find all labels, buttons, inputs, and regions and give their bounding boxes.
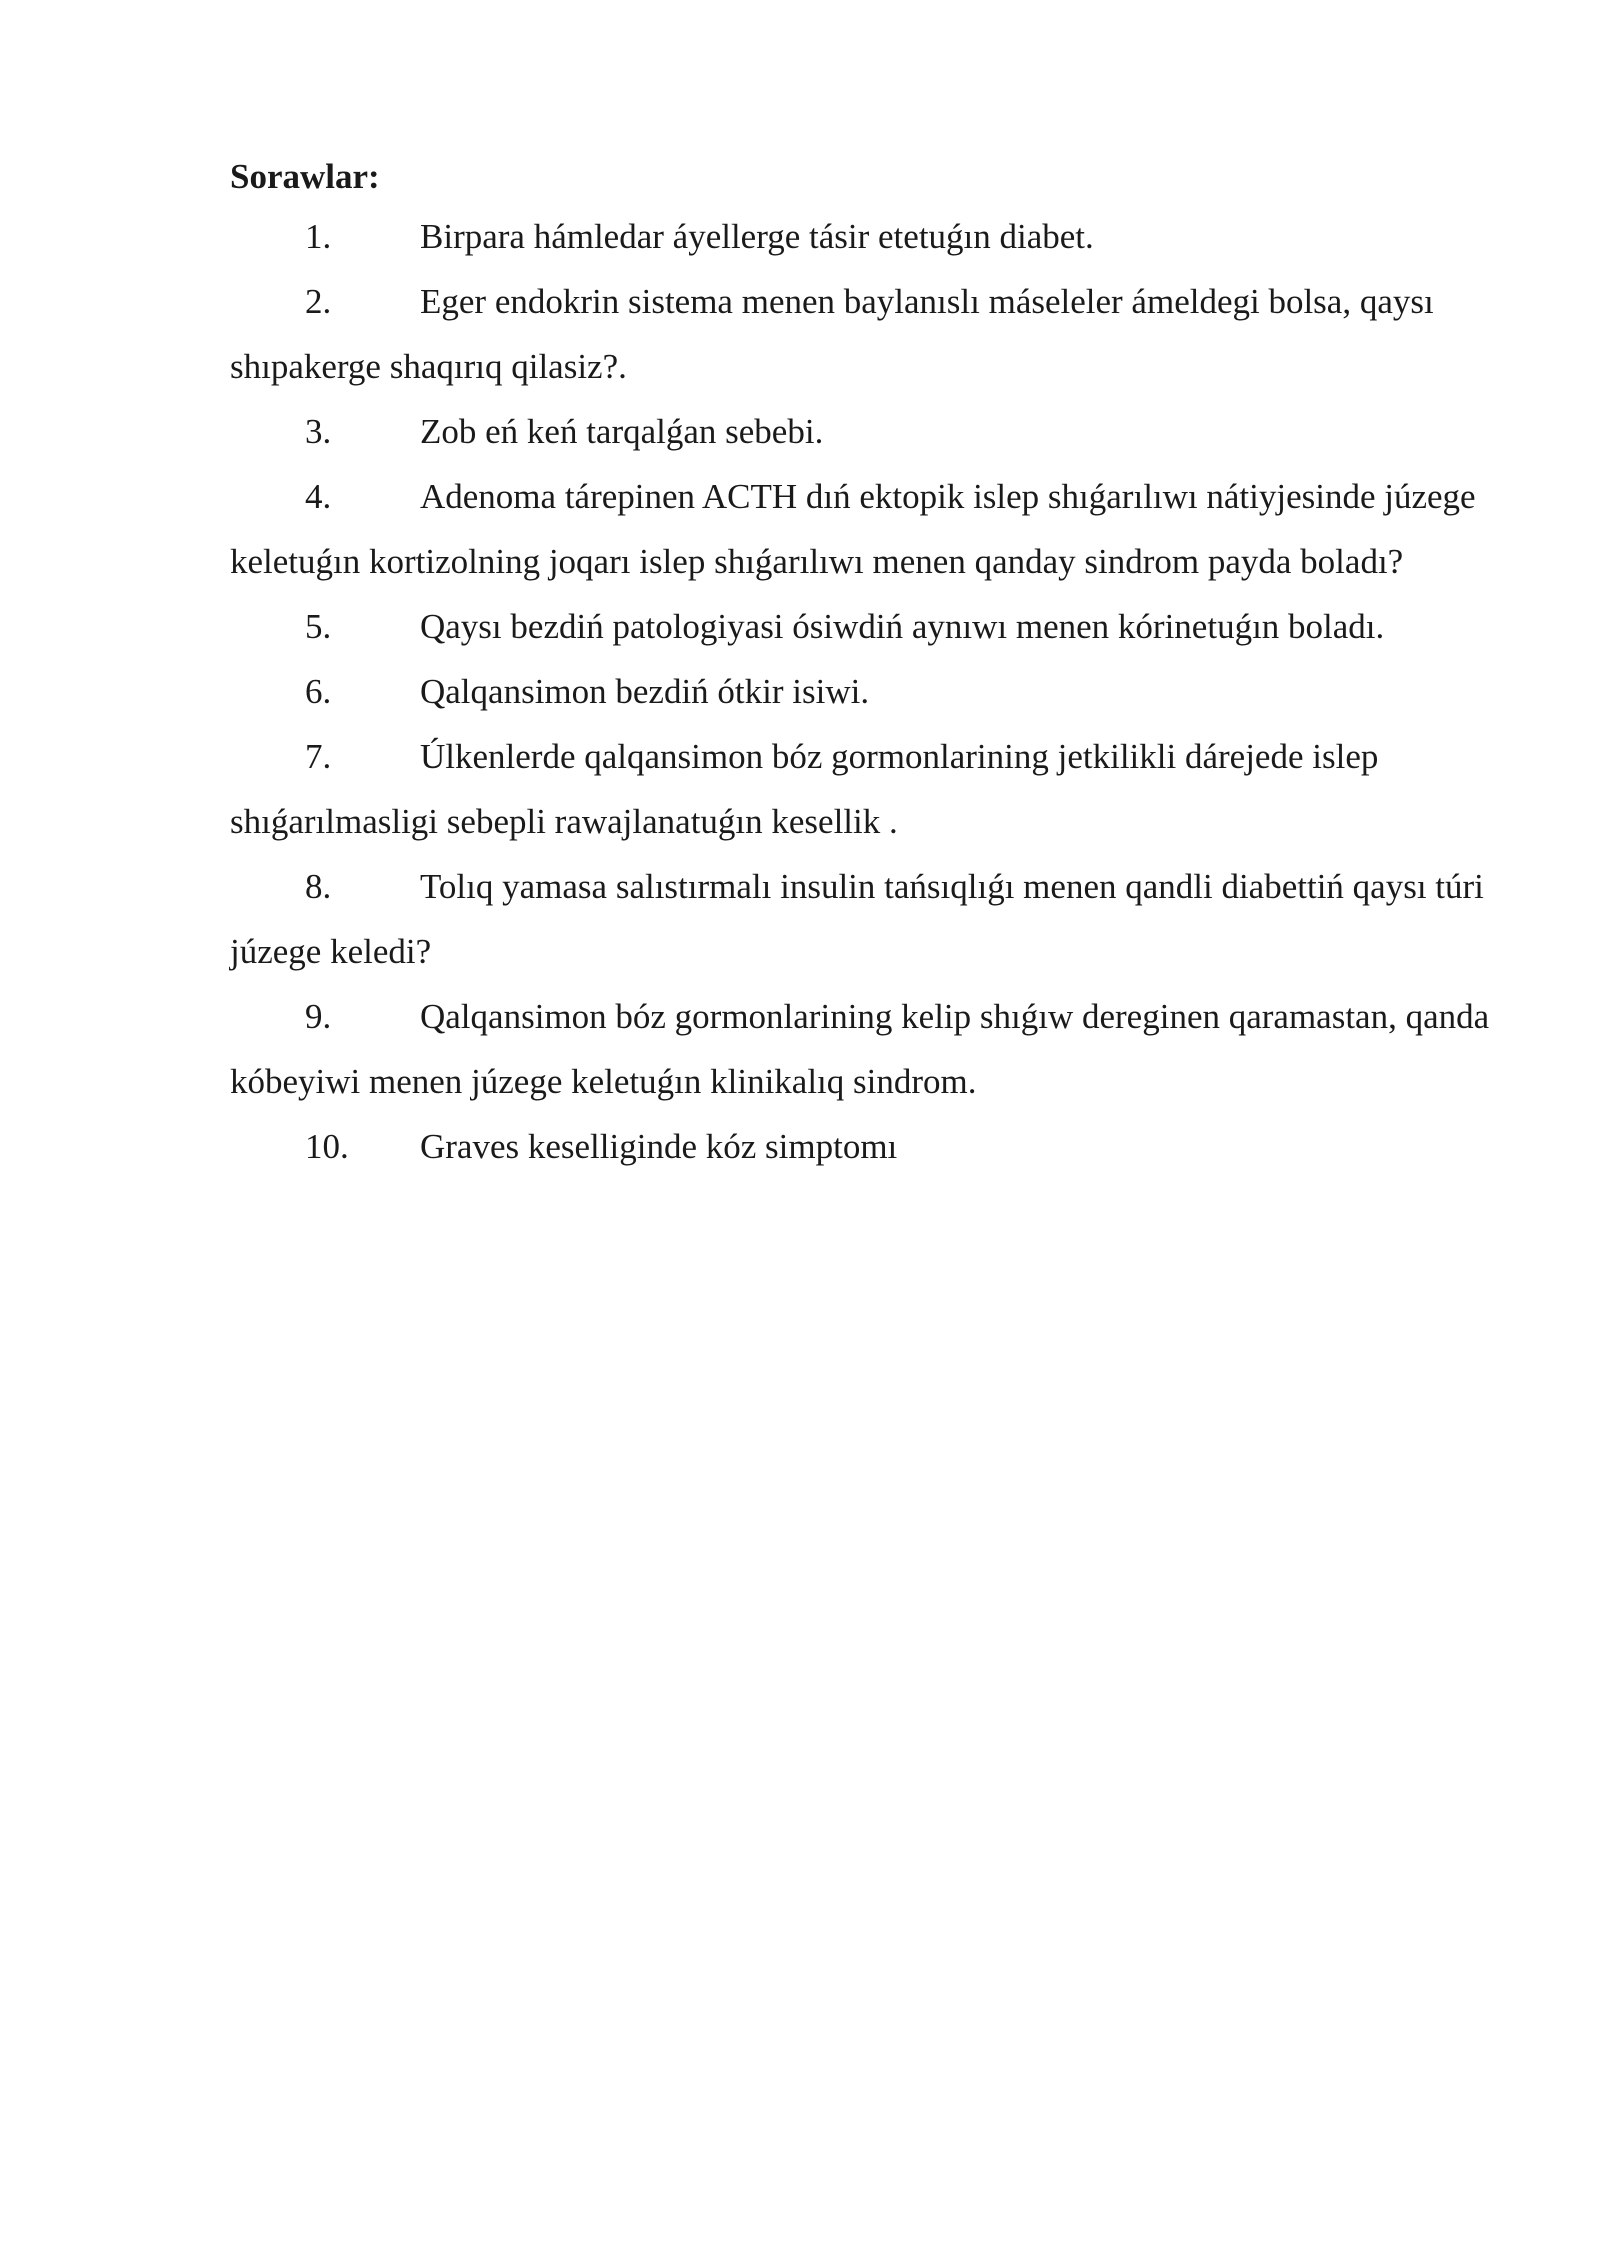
question-number: 7. — [305, 737, 332, 776]
question-number: 8. — [305, 867, 332, 906]
question-text: Qaysı bezdiń patologiyasi ósiwdiń aynıwı menen kórinetuǵın boladı. — [420, 607, 1385, 646]
question-item — [230, 204, 1490, 269]
question-item — [230, 724, 1490, 854]
question-item — [230, 984, 1490, 1114]
question-item — [230, 1114, 1490, 1179]
question-number: 10. — [305, 1127, 349, 1166]
question-number: 5. — [305, 607, 332, 646]
page-content — [230, 150, 1490, 1179]
question-number: 9. — [305, 997, 332, 1036]
question-item — [230, 854, 1490, 984]
question-text: Adenoma tárepinen ACTH dıń ektopik islep shıǵarılıwı nátiyjesinde júzege keletuǵın kortizolning joqarı islep shıǵarılıwı menen qanday sindrom payda boladı? — [230, 477, 1476, 581]
question-item — [230, 399, 1490, 464]
question-text: Tolıq yamasa salıstırmalı insulin tańsıqlıǵı menen qandli diabettiń qaysı túri júzege keledi? — [230, 867, 1484, 971]
question-text: Eger endokrin sistema menen baylanıslı máseleler ámeldegi bolsa, qaysı shıpakerge shaqırıq qilasiz?. — [230, 282, 1434, 386]
question-number: 2. — [305, 282, 332, 321]
question-text: Qalqansimon bóz gormonlarining kelip shıǵıw dereginen qaramastan, qanda kóbeyiwi menen júzege keletuǵın klinikalıq sindrom. — [230, 997, 1490, 1101]
question-text: Birpara hámledar áyellerge tásir etetuǵın diabet. — [420, 217, 1094, 256]
question-list — [230, 204, 1490, 1179]
question-item — [230, 464, 1490, 594]
question-text: Zob eń keń tarqalǵan sebebi. — [420, 412, 824, 451]
question-item — [230, 659, 1490, 724]
question-text: Graves keselliginde kóz simptomı — [420, 1127, 898, 1166]
question-number: 1. — [305, 217, 332, 256]
question-item — [230, 269, 1490, 399]
question-number: 3. — [305, 412, 332, 451]
question-number: 4. — [305, 477, 332, 516]
question-number: 6. — [305, 672, 332, 711]
question-text: Qalqansimon bezdiń ótkir isiwi. — [420, 672, 870, 711]
section-heading: Sorawlar: — [230, 157, 380, 196]
question-text: Úlkenlerde qalqansimon bóz gormonlarining jetkilikli dárejede islep shıǵarılmasligi sebepli rawajlanatuǵın kesellik . — [230, 737, 1379, 841]
question-item — [230, 594, 1490, 659]
